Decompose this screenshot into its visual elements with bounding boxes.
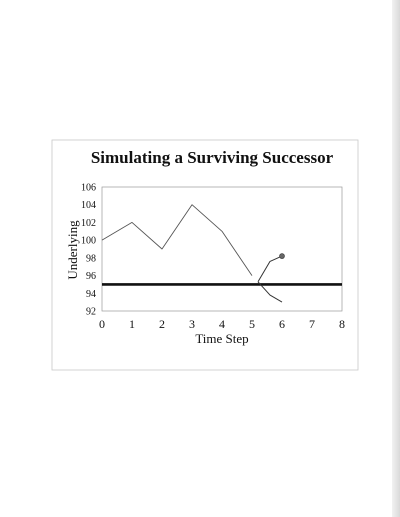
x-tick-label: 4 (219, 317, 225, 331)
y-tick-label: 96 (86, 271, 96, 283)
y-tick-label: 92 (86, 306, 96, 318)
plot-area-border (102, 187, 342, 311)
y-tick-label: 100 (81, 235, 96, 247)
chart-title: Simulating a Surviving Successor (90, 148, 334, 167)
x-tick-label: 1 (129, 317, 135, 331)
x-tick-label: 3 (189, 317, 195, 331)
y-tick-labels (81, 183, 96, 318)
y-tick-label: 104 (81, 200, 96, 212)
y-axis-label: Underlying (65, 220, 80, 280)
x-axis-label: Time Step (195, 331, 249, 346)
x-tick-label: 7 (309, 317, 315, 331)
x-tick-label: 8 (339, 317, 345, 331)
y-tick-label: 102 (81, 217, 96, 229)
y-tick-label: 98 (86, 253, 96, 265)
x-tick-label: 6 (279, 317, 285, 331)
underlying-price-line (102, 205, 252, 276)
x-tick-label: 5 (249, 317, 255, 331)
series-layer (102, 205, 342, 302)
x-tick-label: 2 (159, 317, 165, 331)
y-tick-label: 94 (86, 288, 96, 300)
upper-branch-stroke (258, 256, 282, 282)
x-tick-label: 0 (99, 317, 105, 331)
branch-end-marker (280, 254, 285, 259)
y-tick-label: 106 (81, 182, 96, 194)
x-tick-labels (99, 317, 345, 331)
